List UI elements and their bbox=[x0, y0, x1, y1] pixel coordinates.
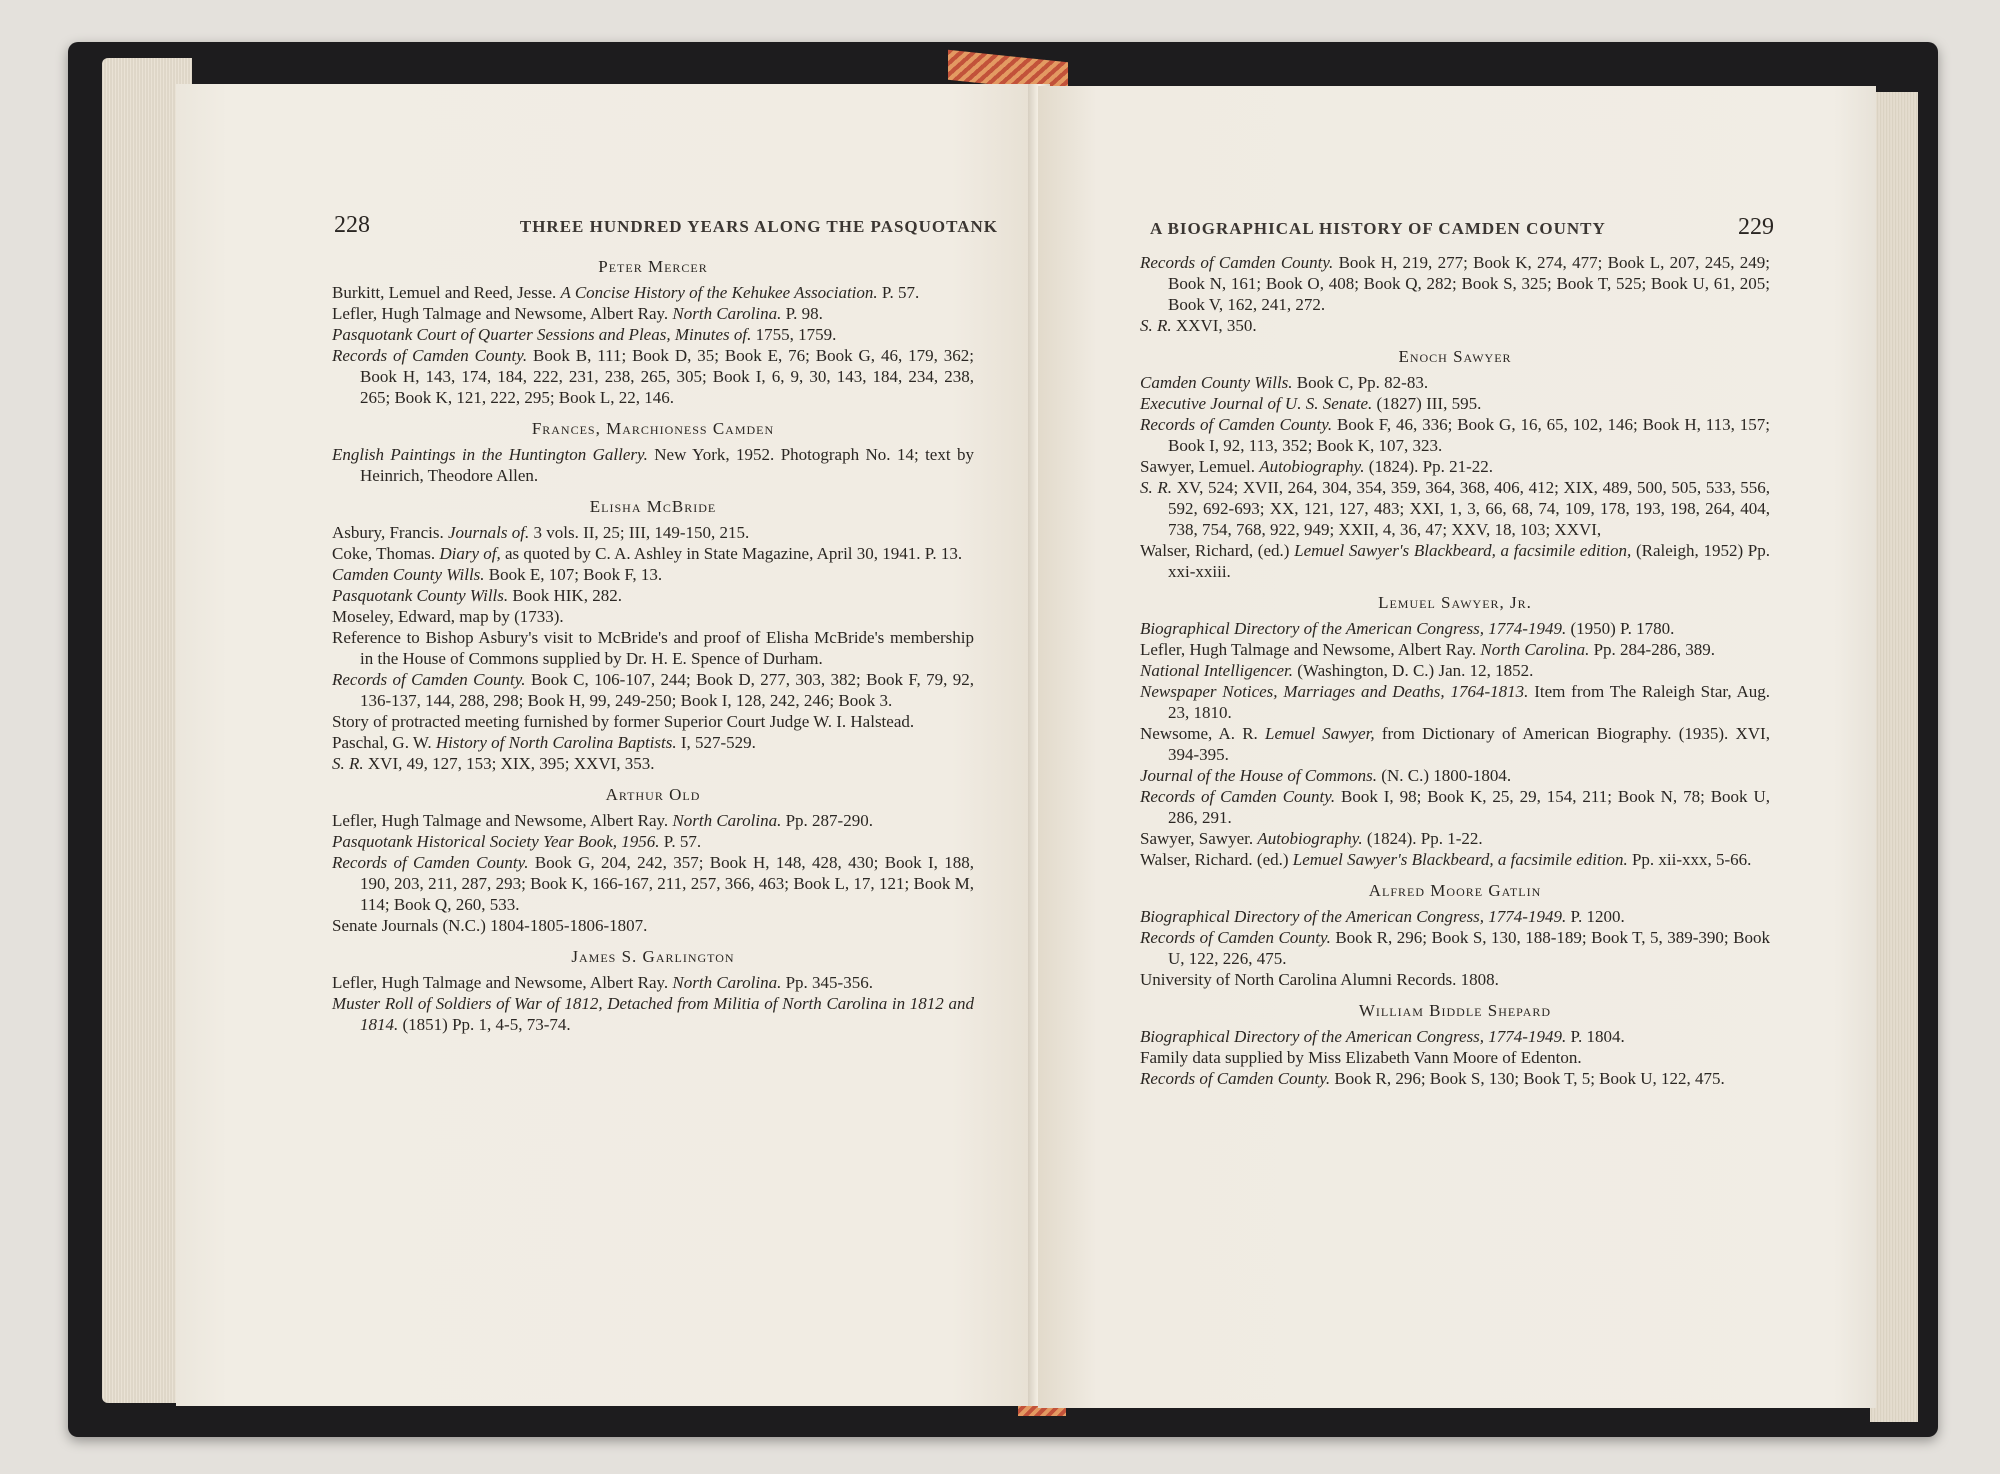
citation-author: Moseley, Edward, map by (1733). bbox=[332, 607, 564, 626]
citation-title: Muster Roll of Soldiers of War of 1812, Detached from Militia of North Carolina in 1812 and 1814. bbox=[332, 994, 974, 1034]
citation-entry bbox=[1140, 660, 1770, 681]
bibliography-section bbox=[1140, 592, 1770, 870]
citation-detail: P. 1200. bbox=[1566, 907, 1625, 926]
citation-author: Coke, Thomas. bbox=[332, 544, 440, 563]
citation-detail: Book C, Pp. 82-83. bbox=[1292, 373, 1429, 392]
citation-entry bbox=[332, 543, 974, 564]
citation-entry bbox=[1140, 927, 1770, 969]
citation-detail: as quoted by C. A. Ashley in State Magazine, April 30, 1941. P. 13. bbox=[500, 544, 963, 563]
citation-detail: P. 98. bbox=[781, 304, 823, 323]
citation-entry bbox=[1140, 786, 1770, 828]
citation-entry bbox=[1140, 1047, 1770, 1068]
citation-entry bbox=[1140, 393, 1770, 414]
citation-detail: New York, 1952. Photograph No. 14; text by Heinrich, Theodore Allen. bbox=[360, 445, 974, 485]
citation-title: Pasquotank County Wills. bbox=[332, 586, 509, 605]
citation-detail: Pp. 345-356. bbox=[781, 973, 873, 992]
citation-entry bbox=[1140, 414, 1770, 456]
citation-title: North Carolina. bbox=[672, 811, 782, 830]
citation-entry bbox=[1140, 315, 1770, 336]
citation-entry bbox=[332, 915, 974, 936]
citation-detail: P. 57. bbox=[659, 832, 702, 851]
citation-title: North Carolina. bbox=[672, 973, 782, 992]
citation-entry bbox=[332, 993, 974, 1035]
citation-title: Executive Journal of U. S. Senate. bbox=[1140, 394, 1373, 413]
section-heading: Lemuel Sawyer, Jr. bbox=[1378, 593, 1532, 612]
right-running-head bbox=[1150, 214, 1774, 241]
bibliography-section bbox=[332, 256, 974, 408]
citation-detail: Book R, 296; Book S, 130, 188-189; Book T, 5, 389-390; Book U, 122, 226, 475. bbox=[1168, 928, 1770, 968]
citation-detail: (1950) P. 1780. bbox=[1566, 619, 1675, 638]
bibliography-section bbox=[332, 946, 974, 1035]
citation-entry bbox=[332, 444, 974, 486]
citation-detail: Book F, 46, 336; Book G, 16, 65, 102, 146; Book H, 113, 157; Book I, 92, 113, 352; Book K, 107, 323. bbox=[1168, 415, 1770, 455]
citation-entry bbox=[332, 831, 974, 852]
citation-title: Pasquotank Historical Society Year Book, 1956. bbox=[332, 832, 660, 851]
citation-entry bbox=[1140, 681, 1770, 723]
citation-entry bbox=[1140, 540, 1770, 582]
bibliography-section bbox=[332, 784, 974, 936]
citation-title: Records of Camden County. bbox=[1140, 1069, 1331, 1088]
citation-detail: Book E, 107; Book F, 13. bbox=[484, 565, 663, 584]
citation-detail: Pp. 284-286, 389. bbox=[1589, 640, 1715, 659]
citation-detail: XV, 524; XVII, 264, 304, 354, 359, 364, 368, 406, 412; XIX, 489, 500, 505, 533, 556, 592, 692-693; XX, 121, 127, 483; XXI, 1, 3, 66, 68, 74, 109, 178, 193, 198, 264, 404, 738, 754, 768, 922, 949; XXII, 4, 36, 47; XXV, 18, 103; XXVI, bbox=[1168, 478, 1771, 539]
citation-detail: (1851) Pp. 1, 4-5, 73-74. bbox=[398, 1015, 571, 1034]
bibliography-section bbox=[332, 418, 974, 486]
citation-entry bbox=[1140, 828, 1770, 849]
citation-detail: Item from The Raleigh Star, Aug. 23, 1810. bbox=[1168, 682, 1770, 722]
citation-title: Records of Camden County. bbox=[1140, 253, 1334, 272]
citation-title: English Paintings in the Huntington Gallery. bbox=[332, 445, 648, 464]
citation-title: Records of Camden County. bbox=[1140, 415, 1333, 434]
citation-detail: XXVI, 350. bbox=[1171, 316, 1257, 335]
section-heading: Enoch Sawyer bbox=[1398, 347, 1512, 366]
citation-entry bbox=[332, 753, 974, 774]
citation-author: Family data supplied by Miss Elizabeth Vann Moore of Edenton. bbox=[1140, 1048, 1582, 1067]
citation-entry bbox=[1140, 849, 1770, 870]
citation-detail: Book C, 106-107, 244; Book D, 277, 303, 382; Book F, 79, 92, 136-137, 144, 288, 298; Book H, 99, 249-250; Book I, 128, 242, 246; Book 3. bbox=[360, 670, 974, 710]
citation-title: Records of Camden County. bbox=[332, 670, 526, 689]
citation-entry bbox=[332, 324, 974, 345]
bibliography-section bbox=[1140, 252, 1770, 336]
citation-entry bbox=[332, 522, 974, 543]
citation-entry bbox=[332, 564, 974, 585]
citation-title: History of North Carolina Baptists. bbox=[435, 733, 677, 752]
bibliography-section bbox=[1140, 346, 1770, 582]
citation-title: North Carolina. bbox=[1480, 640, 1590, 659]
citation-detail: (Raleigh, 1952) Pp. xxi-xxiii. bbox=[1168, 541, 1771, 581]
citation-detail: P. 1804. bbox=[1566, 1027, 1625, 1046]
citation-detail: Book R, 296; Book S, 130; Book T, 5; Book U, 122, 475. bbox=[1330, 1069, 1725, 1088]
citation-author: Story of protracted meeting furnished by former Superior Court Judge W. I. Halstead. bbox=[332, 712, 915, 731]
citation-detail: 1755, 1759. bbox=[751, 325, 837, 344]
citation-title: Autobiography. bbox=[1257, 829, 1363, 848]
citation-author: Sawyer, Lemuel. bbox=[1140, 457, 1260, 476]
citation-entry bbox=[332, 585, 974, 606]
citation-detail: XVI, 49, 127, 153; XIX, 395; XXVI, 353. bbox=[363, 754, 655, 773]
citation-author: Sawyer, Sawyer. bbox=[1140, 829, 1258, 848]
citation-title: Biographical Directory of the American Congress, 1774-1949. bbox=[1140, 1027, 1567, 1046]
citation-title: Journals of. bbox=[448, 523, 530, 542]
citation-entry bbox=[332, 303, 974, 324]
bibliography-section bbox=[1140, 880, 1770, 990]
citation-entry bbox=[1140, 969, 1770, 990]
citation-entry bbox=[1140, 723, 1770, 765]
citation-author: Lefler, Hugh Talmage and Newsome, Albert Ray. bbox=[332, 304, 673, 323]
page-number-229: 229 bbox=[1738, 214, 1774, 240]
citation-detail: I, 527-529. bbox=[676, 733, 756, 752]
citation-entry bbox=[1140, 372, 1770, 393]
citation-detail: (N. C.) 1800-1804. bbox=[1377, 766, 1512, 785]
citation-title: S. R. bbox=[1140, 316, 1172, 335]
citation-title: Records of Camden County. bbox=[332, 346, 528, 365]
left-running-head bbox=[334, 212, 1038, 239]
section-heading: Arthur Old bbox=[605, 785, 701, 804]
citation-title: Camden County Wills. bbox=[332, 565, 485, 584]
right-running-title: A BIOGRAPHICAL HISTORY OF CAMDEN COUNTY bbox=[1150, 219, 1606, 238]
citation-title: National Intelligencer. bbox=[1140, 661, 1293, 680]
citation-detail: (1827) III, 595. bbox=[1372, 394, 1482, 413]
citation-title: Records of Camden County. bbox=[332, 853, 529, 872]
left-running-title: THREE HUNDRED YEARS ALONG THE PASQUOTANK bbox=[519, 217, 998, 236]
citation-entry bbox=[332, 606, 974, 627]
citation-entry bbox=[1140, 477, 1770, 540]
page-number-228: 228 bbox=[334, 212, 370, 238]
citation-entry bbox=[332, 732, 974, 753]
right-page-bibliography bbox=[1140, 252, 1770, 1099]
section-heading: Frances, Marchioness Camden bbox=[531, 419, 775, 438]
citation-entry bbox=[332, 810, 974, 831]
citation-author: Asbury, Francis. bbox=[332, 523, 448, 542]
citation-title: Lemuel Sawyer, bbox=[1265, 724, 1375, 743]
citation-entry bbox=[332, 669, 974, 711]
citation-detail: (1824). Pp. 1-22. bbox=[1362, 829, 1483, 848]
section-heading: Alfred Moore Gatlin bbox=[1368, 881, 1542, 900]
citation-title: A Concise History of the Kehukee Association. bbox=[560, 283, 878, 302]
citation-author: Newsome, A. R. bbox=[1140, 724, 1265, 743]
citation-title: Lemuel Sawyer's Blackbeard, a facsimile edition, bbox=[1294, 541, 1632, 560]
citation-title: Biographical Directory of the American Congress, 1774-1949. bbox=[1140, 619, 1567, 638]
citation-author: Lefler, Hugh Talmage and Newsome, Albert Ray. bbox=[1140, 640, 1481, 659]
citation-detail: Book HIK, 282. bbox=[508, 586, 622, 605]
citation-title: Records of Camden County. bbox=[1140, 787, 1336, 806]
citation-entry bbox=[1140, 252, 1770, 315]
citation-author: University of North Carolina Alumni Records. 1808. bbox=[1140, 970, 1499, 989]
citation-title: Camden County Wills. bbox=[1140, 373, 1293, 392]
citation-entry bbox=[332, 345, 974, 408]
citation-entry bbox=[1140, 765, 1770, 786]
citation-author: Senate Journals (N.C.) 1804-1805-1806-1807. bbox=[332, 916, 648, 935]
citation-entry bbox=[1140, 456, 1770, 477]
citation-title: North Carolina. bbox=[672, 304, 782, 323]
citation-entry bbox=[1140, 1068, 1770, 1089]
citation-title: S. R. bbox=[332, 754, 364, 773]
left-page-bibliography bbox=[332, 250, 974, 1045]
citation-author: Walser, Richard. (ed.) bbox=[1140, 850, 1293, 869]
page-edges-right bbox=[1870, 92, 1918, 1422]
right-page bbox=[1038, 86, 1876, 1408]
section-heading: Peter Mercer bbox=[598, 257, 708, 276]
citation-title: Records of Camden County. bbox=[1140, 928, 1331, 947]
citation-author: Lefler, Hugh Talmage and Newsome, Albert Ray. bbox=[332, 973, 673, 992]
section-heading: James S. Garlington bbox=[571, 947, 735, 966]
citation-detail: (Washington, D. C.) Jan. 12, 1852. bbox=[1292, 661, 1534, 680]
citation-detail: Book G, 204, 242, 357; Book H, 148, 428, 430; Book I, 188, 190, 203, 211, 287, 293; Book K, 166-167, 211, 257, 366, 463; Book L, 17, 121; Book M, 114; Book Q, 260, 533. bbox=[360, 853, 974, 914]
citation-entry bbox=[1140, 906, 1770, 927]
citation-entry bbox=[332, 711, 974, 732]
citation-detail: Book I, 98; Book K, 25, 29, 154, 211; Book N, 78; Book U, 286, 291. bbox=[1168, 787, 1770, 827]
citation-detail: Pp. 287-290. bbox=[781, 811, 873, 830]
citation-title: Pasquotank Court of Quarter Sessions and Pleas, Minutes of. bbox=[332, 325, 752, 344]
section-heading: William Biddle Shepard bbox=[1358, 1001, 1552, 1020]
citation-title: Autobiography. bbox=[1259, 457, 1365, 476]
citation-title: Newspaper Notices, Marriages and Deaths, 1764-1813. bbox=[1140, 682, 1529, 701]
bibliography-section bbox=[332, 496, 974, 774]
citation-entry bbox=[332, 852, 974, 915]
citation-entry bbox=[1140, 618, 1770, 639]
citation-detail: 3 vols. II, 25; III, 149-150, 215. bbox=[529, 523, 750, 542]
citation-entry bbox=[332, 972, 974, 993]
citation-title: S. R. bbox=[1140, 478, 1173, 497]
citation-detail: (1824). Pp. 21-22. bbox=[1364, 457, 1493, 476]
citation-title: Biographical Directory of the American Congress, 1774-1949. bbox=[1140, 907, 1567, 926]
citation-entry bbox=[332, 282, 974, 303]
section-heading: Elisha McBride bbox=[589, 497, 717, 516]
left-page bbox=[176, 84, 1038, 1406]
citation-entry bbox=[1140, 1026, 1770, 1047]
citation-author: Walser, Richard, (ed.) bbox=[1140, 541, 1295, 560]
bibliography-section bbox=[1140, 1000, 1770, 1089]
citation-title: Diary of, bbox=[439, 544, 501, 563]
citation-entry bbox=[1140, 639, 1770, 660]
citation-title: Journal of the House of Commons. bbox=[1140, 766, 1378, 785]
citation-author: Reference to Bishop Asbury's visit to McBride's and proof of Elisha McBride's membership in the House of Commons supplied by Dr. H. E. Spence of Durham. bbox=[332, 628, 974, 668]
citation-author: Lefler, Hugh Talmage and Newsome, Albert Ray. bbox=[332, 811, 673, 830]
citation-author: Burkitt, Lemuel and Reed, Jesse. bbox=[332, 283, 561, 302]
citation-title: Lemuel Sawyer's Blackbeard, a facsimile edition. bbox=[1292, 850, 1628, 869]
citation-detail: Book H, 219, 277; Book K, 274, 477; Book L, 207, 245, 249; Book N, 161; Book O, 408; Book Q, 282; Book S, 325; Book T, 525; Book U, 61, 205; Book V, 162, 241, 272. bbox=[1168, 253, 1771, 314]
citation-detail: Pp. xii-xxx, 5-66. bbox=[1627, 850, 1752, 869]
citation-author: Paschal, G. W. bbox=[332, 733, 436, 752]
citation-detail: Book B, 111; Book D, 35; Book E, 76; Book G, 46, 179, 362; Book H, 143, 174, 184, 222, 231, 238, 265, 305; Book I, 6, 9, 30, 143, 184, 234, 238, 265; Book K, 121, 222, 295; Book L, 22, 146. bbox=[360, 346, 974, 407]
citation-detail: from Dictionary of American Biography. (1935). XVI, 394-395. bbox=[1168, 724, 1770, 764]
citation-entry bbox=[332, 627, 974, 669]
citation-detail: P. 57. bbox=[877, 283, 920, 302]
